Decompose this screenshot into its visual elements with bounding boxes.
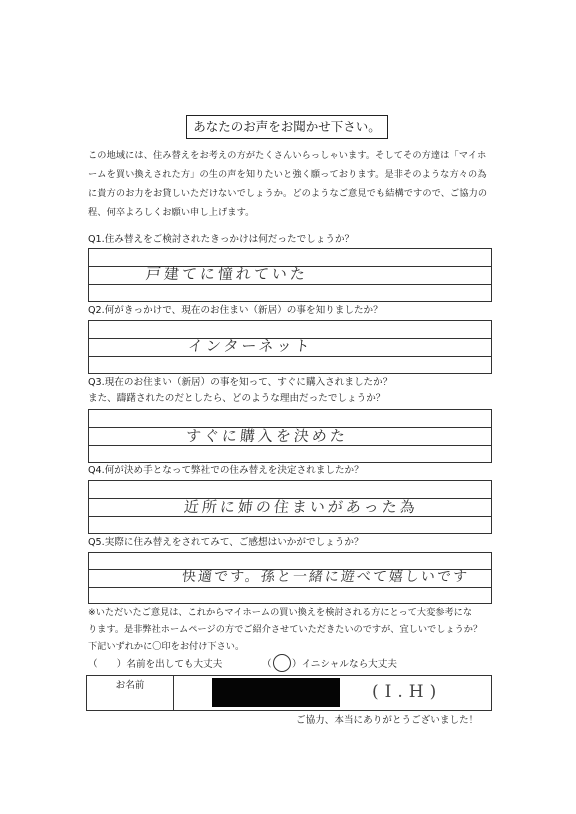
question-3-label: Q3.現在のお住まい（新居）の事を知って、すぐに購入されましたか？ <box>88 377 393 388</box>
intro-line: に貴方のお力をお貸しいただけないでしょうか。どのようなご意見でも結構ですので、ご協力の <box>88 188 488 199</box>
handwritten-initials: (I.H) <box>372 682 443 702</box>
choice-name-ok[interactable]: （ ）名前を出しても大丈夫 <box>88 659 223 670</box>
question-2-label: Q2.何がきっかけで、現在のお住まい（新居）の事を知りましたか？ <box>88 305 383 316</box>
choice-initials-ok[interactable]: ）イニシャルなら大丈夫 <box>292 659 397 670</box>
name-table-divider <box>173 675 174 711</box>
question-5-label: Q5.実際に住み替えをされてみて、ご感想はいかがでしょうか？ <box>88 537 364 548</box>
publication-note <box>88 604 508 655</box>
answer-2-handwriting: インターネット <box>187 337 314 355</box>
answer-1-rule <box>88 284 492 285</box>
intro-line: ームを買い換えされた方」の生の声を知りたいと強く願っております。是非そのような方々の為 <box>88 169 487 180</box>
note-line: ※いただいたご意見は、これからマイホームの買い換えを検討される方にとって大変参考にな <box>88 607 473 618</box>
name-label: お名前 <box>115 680 145 691</box>
question-4-label: Q4.何が決め手となって弊社での住み替えを決定されましたか？ <box>88 465 364 476</box>
intro-line: 程、何卒よろしくお願い申し上げます。 <box>88 207 255 218</box>
choice-initials-open[interactable]: （ <box>262 659 272 670</box>
question-1-label: Q1.住み替えをご検討されたきっかけは何だったでしょうか？ <box>88 234 355 245</box>
answer-2-rule <box>88 356 492 357</box>
answer-1-handwriting: 戸建てに憧れていた <box>145 265 309 283</box>
answer-5-rule <box>88 587 492 588</box>
note-line: 下記いずれかに〇印をお付け下さい。 <box>88 641 245 652</box>
intro-text <box>88 146 508 222</box>
note-line: ります。是非弊社ホームページの方でご紹介させていただきたいのですが、宜しいでしょうか？ <box>88 624 483 635</box>
question-3-sublabel: また、躊躇されたのだとしたら、どのような理由だったでしょうか？ <box>88 393 386 404</box>
answer-3-handwriting: すぐに購入を決めた <box>185 427 349 445</box>
answer-5-handwriting: 快適です。孫と一緒に遊べて嬉しいです <box>181 569 470 585</box>
selected-circle-mark <box>273 654 291 672</box>
thank-you-text: ご協力、本当にありがとうございました！ <box>296 715 479 726</box>
survey-title: あなたのお声をお聞かせ下さい。 <box>186 115 388 139</box>
answer-4-handwriting: 近所に姉の住まいがあった為 <box>183 498 419 516</box>
intro-line: この地域には、住み替えをお考えの方がたくさんいらっしゃいます。そしてその方達は「マイホ <box>88 150 487 161</box>
redacted-name <box>212 678 340 707</box>
